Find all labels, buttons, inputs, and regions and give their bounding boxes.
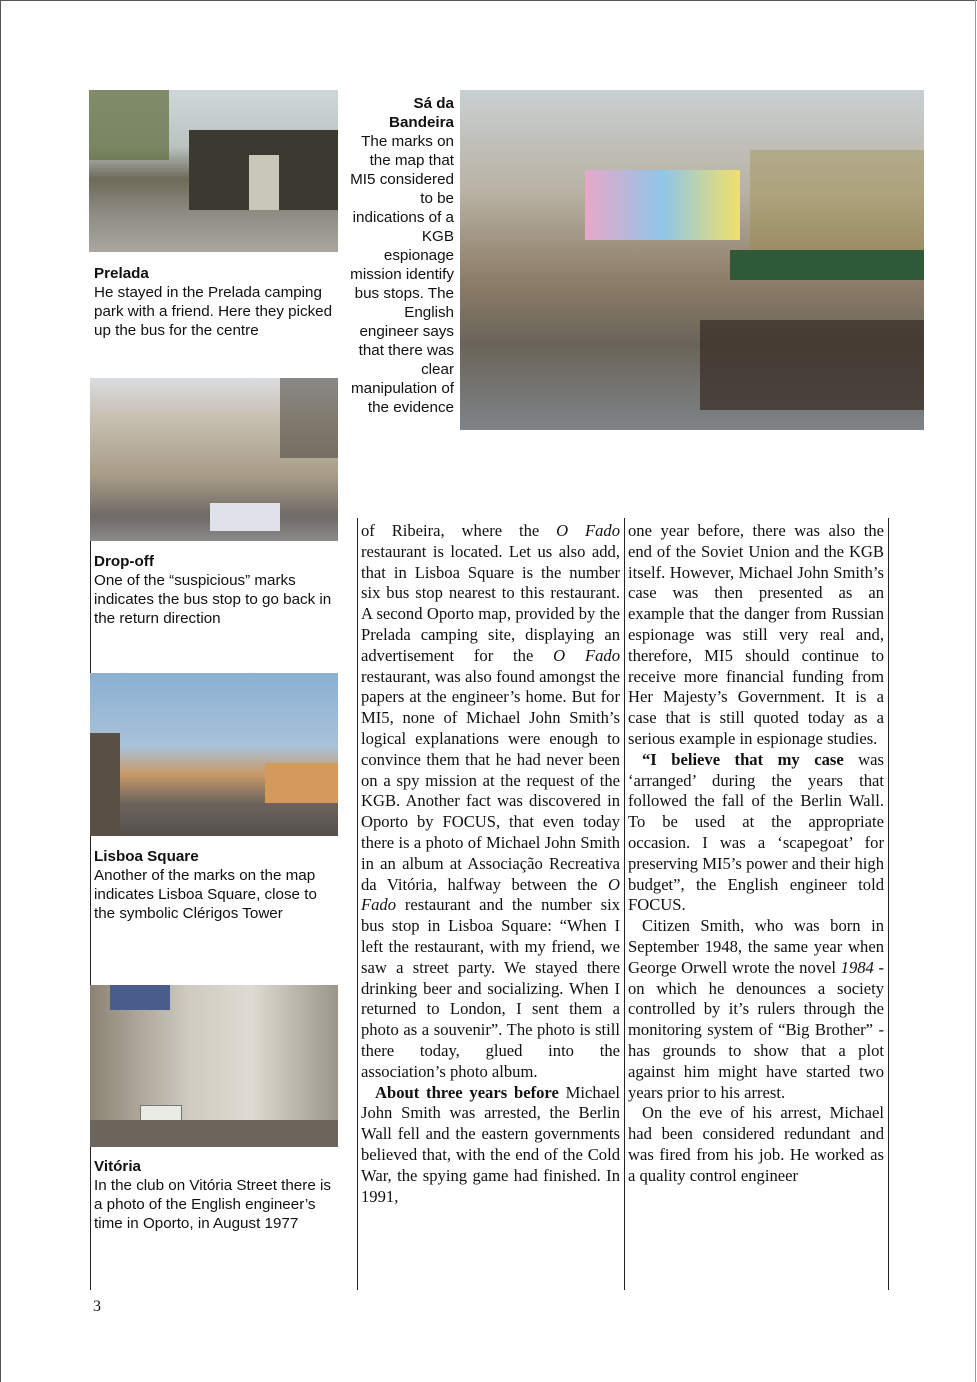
caption-text: One of the “suspicious” marks indicates the bus stop to go back in the return direction bbox=[94, 572, 332, 627]
photo-prelada-bus-stop bbox=[89, 90, 338, 252]
caption-title: Sá da Bandeira bbox=[389, 95, 454, 131]
rule-dropoff bbox=[90, 541, 91, 673]
page-border-left bbox=[0, 0, 1, 1382]
bold-lead-in: “I believe that my case bbox=[642, 749, 844, 769]
text-run: Michael John Smith was arrested, the Berlin Wall fell and the eastern governments believed that, with the end of the Cold War, the spying game had finished. In 1991, bbox=[361, 1082, 620, 1206]
italic-title: O Fado bbox=[553, 645, 620, 665]
page-number: 3 bbox=[93, 1298, 101, 1315]
caption-text: In the club on Vitória Street there is a photo of the English engineer’s time in Oporto, in August 1977 bbox=[94, 1177, 331, 1232]
column-rule bbox=[624, 518, 625, 1290]
text-run: - on which he denounces a society controlled by it’s rulers through the monitoring system of “Big Brother” - has grounds to show that a plot against him might have started two years prior to his arrest. bbox=[628, 957, 884, 1102]
caption-lisboa bbox=[94, 847, 334, 923]
caption-title: Drop-off bbox=[94, 553, 154, 570]
caption-title: Lisboa Square bbox=[94, 848, 199, 865]
caption-title: Prelada bbox=[94, 265, 149, 282]
italic-title: 1984 bbox=[840, 957, 874, 977]
article-paragraph bbox=[628, 521, 884, 750]
caption-sa-da-bandeira bbox=[349, 94, 454, 417]
italic-title: O Fado bbox=[556, 521, 620, 540]
photo-vitoria-street bbox=[90, 985, 338, 1147]
text-run: On the eve of his arrest, Michael had been considered redundant and was fired from his job. He worked as a quality control engineer bbox=[628, 1103, 884, 1185]
bold-lead-in: About three years before bbox=[375, 1082, 559, 1102]
caption-vitoria bbox=[94, 1157, 334, 1233]
text-run: restaurant, was also found amongst the papers at the engineer’s home. But for MI5, none of Michael John Smith’s logical explanations were enough to convince them that he had never been on a spy mission at the request of the KGB. Another fact was discovered in Oporto by FOCUS, that even today there is a photo of Michael John Smith in an album at Associação Recreativa da Vitória, halfway between the bbox=[361, 666, 620, 894]
text-run: Citizen Smith, who was born in September 1948, the same year when George Orwell wrote the novel bbox=[628, 916, 884, 977]
page-border-right bbox=[975, 0, 976, 1382]
column-rule bbox=[888, 518, 889, 1290]
caption-text: The marks on the map that MI5 considered to be indications of a KGB espionage mission identify bus stops. The English engineer says that there was clear manipulation of the evidence bbox=[350, 133, 454, 416]
article-paragraph bbox=[628, 916, 884, 1103]
caption-text: Another of the marks on the map indicates Lisboa Square, close to the symbolic Clérigos Tower bbox=[94, 867, 317, 922]
photo-dropoff-square bbox=[90, 378, 338, 541]
rule-vitoria bbox=[90, 1147, 91, 1290]
column-rule bbox=[357, 518, 358, 1290]
text-run: one year before, there was also the end of the Soviet Union and the KGB itself. However, Michael John Smith’s case was then presented as an example that the danger from Russian espionage was still very real and, therefore, MI5 should continue to receive more financial funding from Her Majesty’s Government. It is a case that is still quoted today as a serious example in espionage studies. bbox=[628, 521, 884, 748]
italic-title: O Fado bbox=[361, 874, 620, 915]
caption-dropoff bbox=[94, 552, 334, 628]
article-paragraph bbox=[628, 750, 884, 916]
article-paragraph bbox=[628, 1103, 884, 1186]
text-run: restaurant and the number six bus stop in Lisboa Square: “When I left the restaurant, with my friend, we saw a street party. We stayed there drinking beer and socializing. When I returned to London, I sent them a photo as a souvenir”. The photo is still there today, glued into the association’s photo album. bbox=[361, 895, 620, 1081]
article-paragraph bbox=[361, 1083, 620, 1208]
rule-lisboa bbox=[90, 836, 91, 985]
text-run: was ‘arranged’ during the years that followed the fall of the Berlin Wall. To be used at the appropriate occasion. I was a ‘scapegoat’ for preserving MI5’s power and their high budget”, the English engineer told FOCUS. bbox=[628, 749, 884, 915]
text-run: of Ribeira, where the bbox=[361, 521, 557, 540]
article-column-1 bbox=[361, 521, 620, 1207]
article-paragraph bbox=[361, 521, 620, 1083]
photo-sa-da-bandeira-theatre bbox=[460, 90, 924, 430]
photo-lisboa-square bbox=[90, 673, 338, 836]
caption-title: Vitória bbox=[94, 1158, 141, 1175]
article-column-2 bbox=[628, 521, 884, 1187]
text-run: restaurant is located. Let us also add, that in Lisboa Square is the number six bus stop nearest to this restaurant. A second Oporto map, provided by the Prelada camping site, displaying an advertisement for the bbox=[361, 541, 620, 665]
page-border-top bbox=[0, 0, 977, 1]
caption-prelada bbox=[94, 264, 334, 340]
caption-text: He stayed in the Prelada camping park with a friend. Here they picked up the bus for the centre bbox=[94, 284, 333, 339]
